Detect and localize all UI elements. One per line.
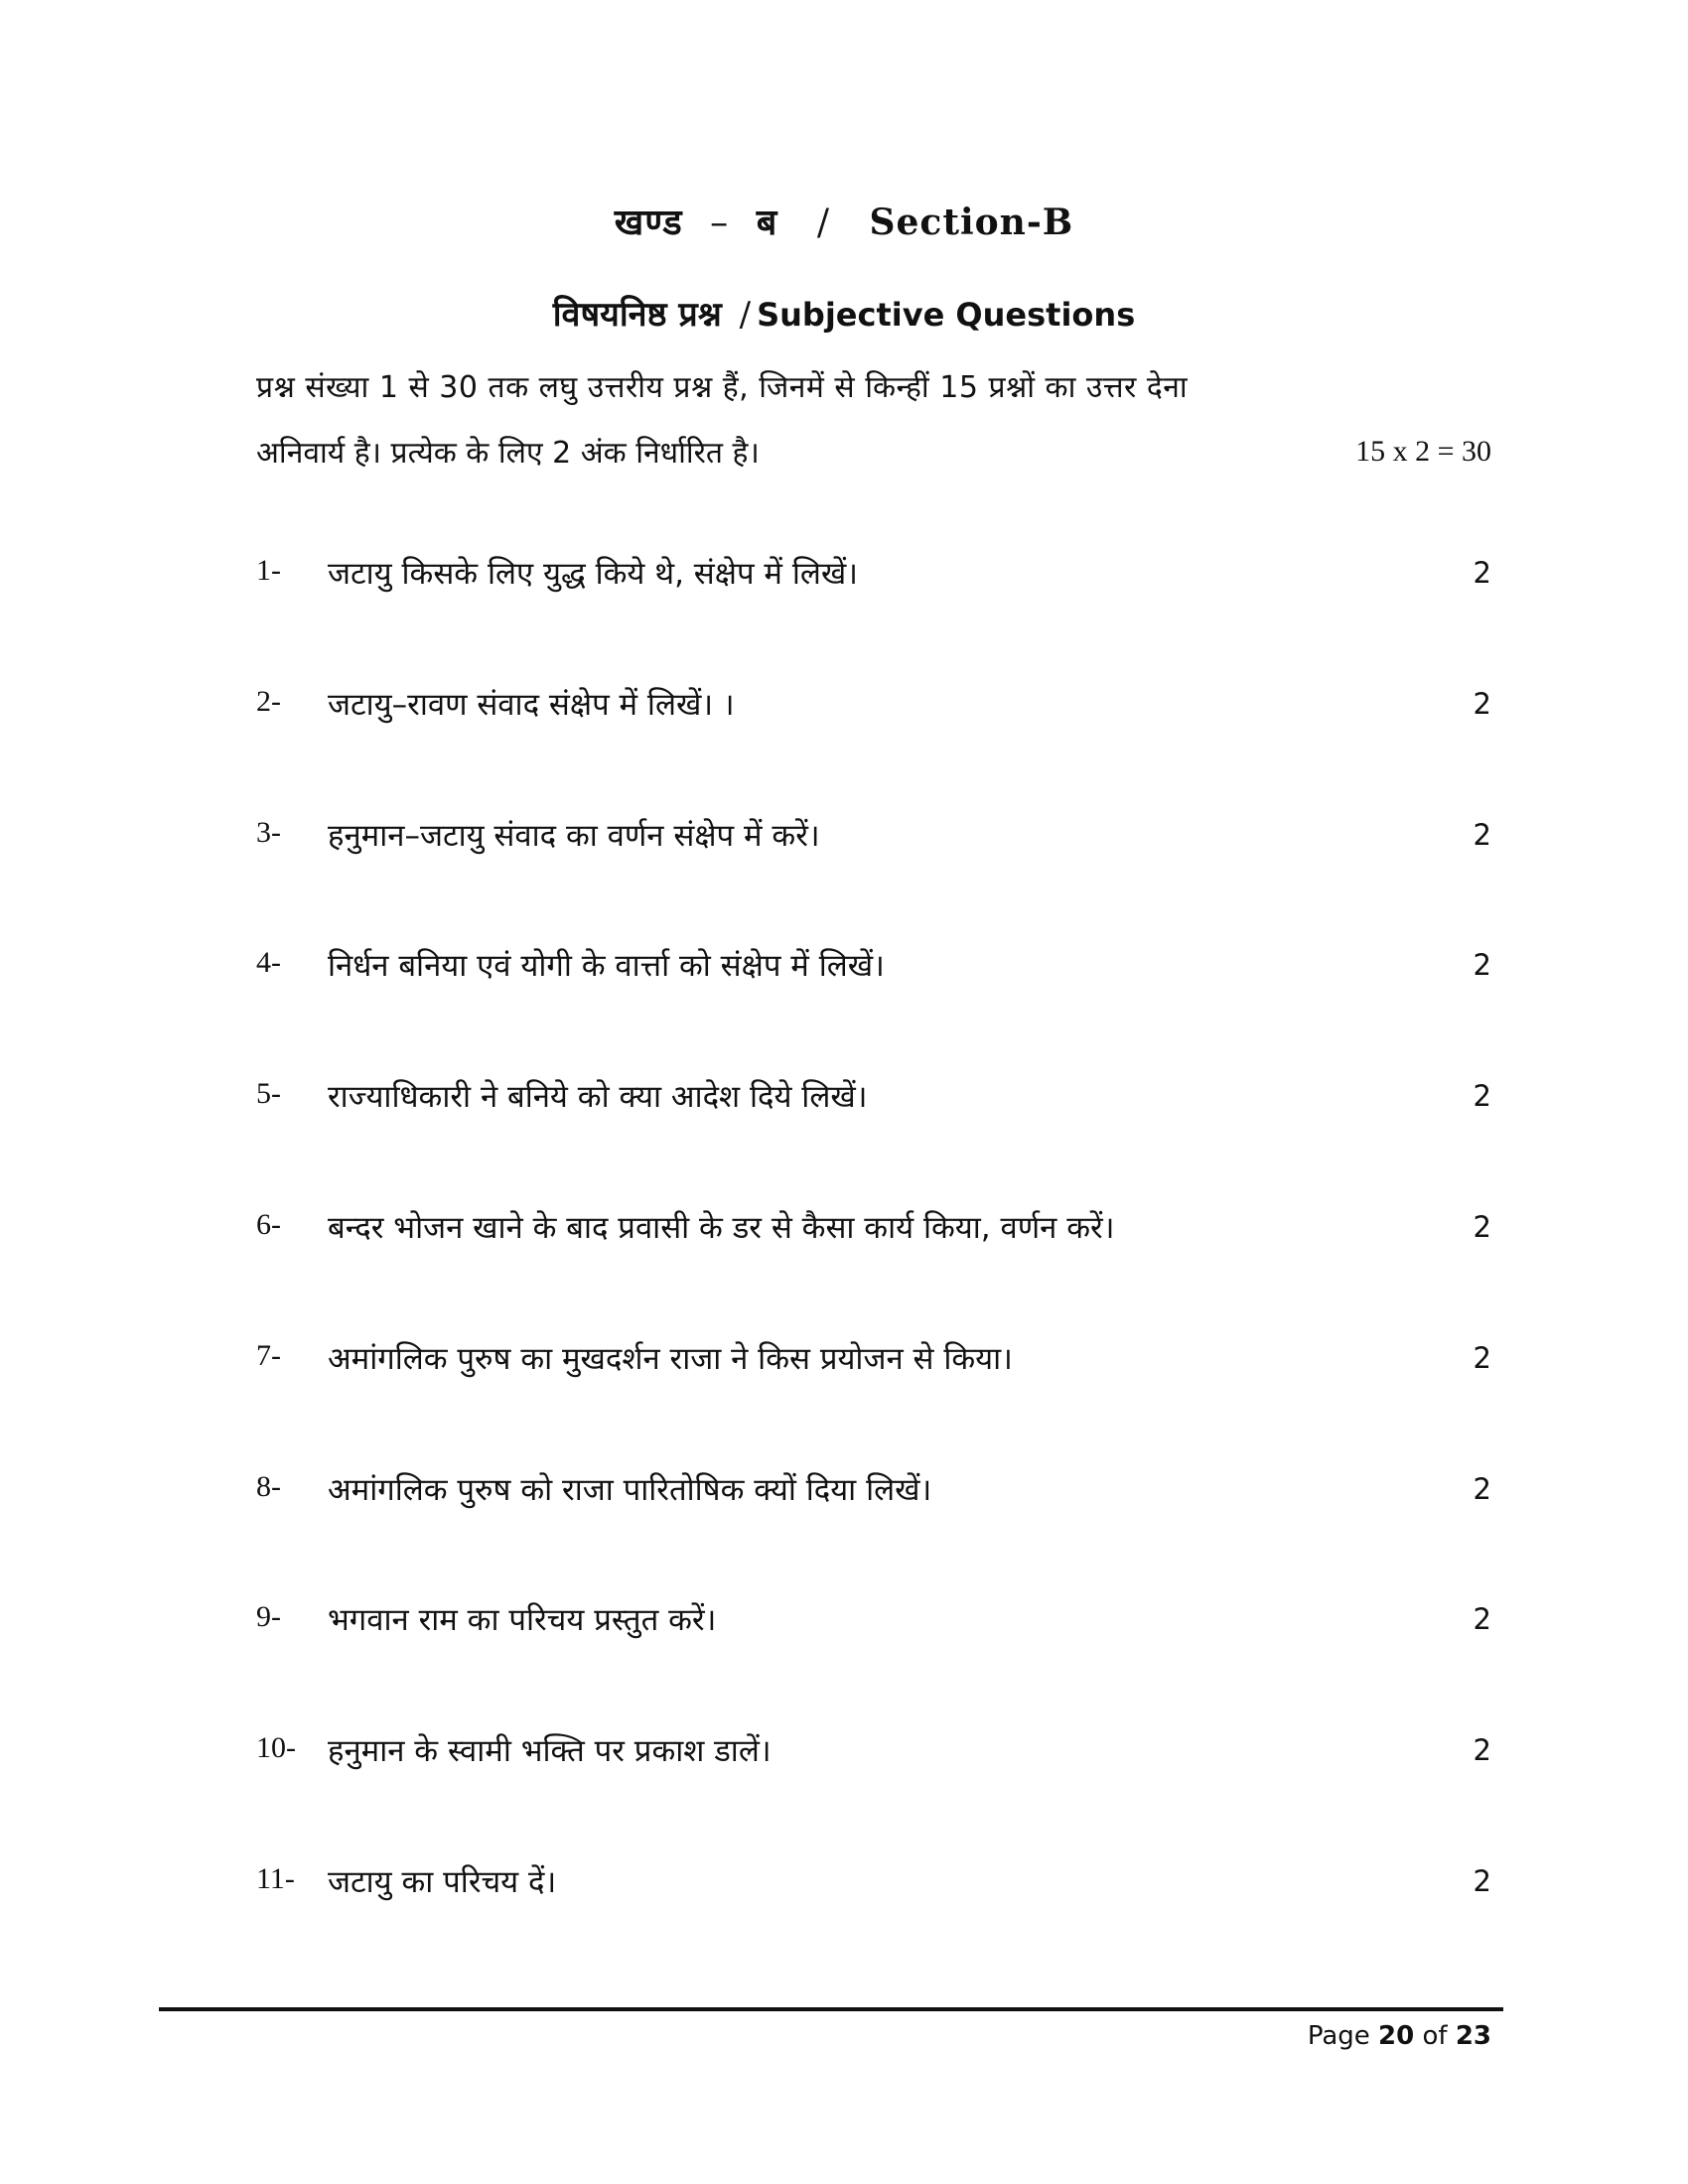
question-text: अमांगलिक पुरुष को राजा पारितोषिक क्यों दिया लिखें। (328, 1472, 932, 1508)
section-slash: / (816, 203, 830, 243)
question-marks: 2 (1473, 1602, 1491, 1636)
subtitle-slash: / (739, 295, 752, 335)
question-text: निर्धन बनिया एवं योगी के वार्त्ता को संक्षेप में लिखें। (328, 948, 885, 984)
question-text: बन्दर भोजन खाने के बाद प्रवासी के डर से कैसा कार्य किया, वर्णन करें। (328, 1210, 1115, 1246)
question-number: 10- (256, 1731, 296, 1764)
question-item (256, 944, 1491, 994)
question-marks: 2 (1473, 1472, 1491, 1506)
instruction-line-1: प्रश्न संख्या 1 से 30 तक लघु उत्तरीय प्रश्न हैं, जिनमें से किन्हीं 15 प्रश्नों का उत्तर देना (256, 370, 1189, 405)
question-text: राज्याधिकारी ने बनिये को क्या आदेश दिये लिखें। (328, 1079, 868, 1115)
section-heading (0, 197, 1688, 245)
question-number: 11- (256, 1862, 295, 1895)
question-item (256, 1468, 1491, 1518)
question-text: हनुमान के स्वामी भक्ति पर प्रकाश डालें। (328, 1733, 772, 1769)
question-marks: 2 (1473, 818, 1491, 852)
question-item (256, 683, 1491, 733)
question-item (256, 1075, 1491, 1125)
section-dash: – (710, 203, 730, 243)
page-current: 20 (1378, 2021, 1415, 2051)
question-item (256, 814, 1491, 864)
question-item (256, 1337, 1491, 1387)
question-text: अमांगलिक पुरुष का मुखदर्शन राजा ने किस प्रयोजन से किया। (328, 1341, 1013, 1377)
question-number: 4- (256, 946, 281, 979)
question-number: 2- (256, 685, 281, 718)
question-text: जटायु किसके लिए युद्ध किये थे, संक्षेप में लिखें। (328, 556, 858, 592)
page-label: Page (1307, 2021, 1370, 2051)
question-marks: 2 (1473, 1864, 1491, 1898)
question-number: 5- (256, 1077, 281, 1110)
question-item (256, 1729, 1491, 1779)
footer-divider (159, 2007, 1503, 2011)
page-total: 23 (1455, 2021, 1491, 2051)
question-text: हनुमान–जटायु संवाद का वर्णन संक्षेप में करें। (328, 818, 820, 854)
section-hindi: खण्ड (614, 202, 683, 243)
question-text: भगवान राम का परिचय प्रस्तुत करें। (328, 1602, 717, 1638)
section-hindi-letter: ब (756, 202, 778, 243)
question-item (256, 1206, 1491, 1256)
page-number (1308, 2021, 1491, 2051)
marks-total: 15 x 2 = 30 (1355, 435, 1491, 468)
subtitle-hindi: विषयनिष्ठ प्रश्न (552, 295, 722, 335)
question-number: 7- (256, 1339, 281, 1372)
question-item (256, 1598, 1491, 1648)
question-number: 8- (256, 1470, 281, 1503)
question-marks: 2 (1473, 1341, 1491, 1375)
question-marks: 2 (1473, 1733, 1491, 1767)
question-item (256, 1860, 1491, 1910)
question-number: 6- (256, 1208, 281, 1241)
subtitle-english: Subjective Questions (757, 296, 1136, 334)
question-marks: 2 (1473, 556, 1491, 590)
question-text: जटायु का परिचय दें। (328, 1864, 557, 1900)
question-marks: 2 (1473, 948, 1491, 982)
section-english: Section-B (869, 202, 1074, 243)
question-text: जटायु–रावण संवाद संक्षेप में लिखें। । (328, 687, 735, 723)
question-number: 1- (256, 554, 281, 587)
question-marks: 2 (1473, 1210, 1491, 1244)
question-marks: 2 (1473, 1079, 1491, 1113)
subtitle-heading (0, 290, 1688, 336)
question-item (256, 552, 1491, 602)
question-marks: 2 (1473, 687, 1491, 721)
instruction-line-2: अनिवार्य है। प्रत्येक के लिए 2 अंक निर्धारित है। (256, 436, 760, 471)
page-of-label: of (1422, 2021, 1448, 2051)
question-number: 9- (256, 1600, 281, 1633)
question-number: 3- (256, 816, 281, 849)
